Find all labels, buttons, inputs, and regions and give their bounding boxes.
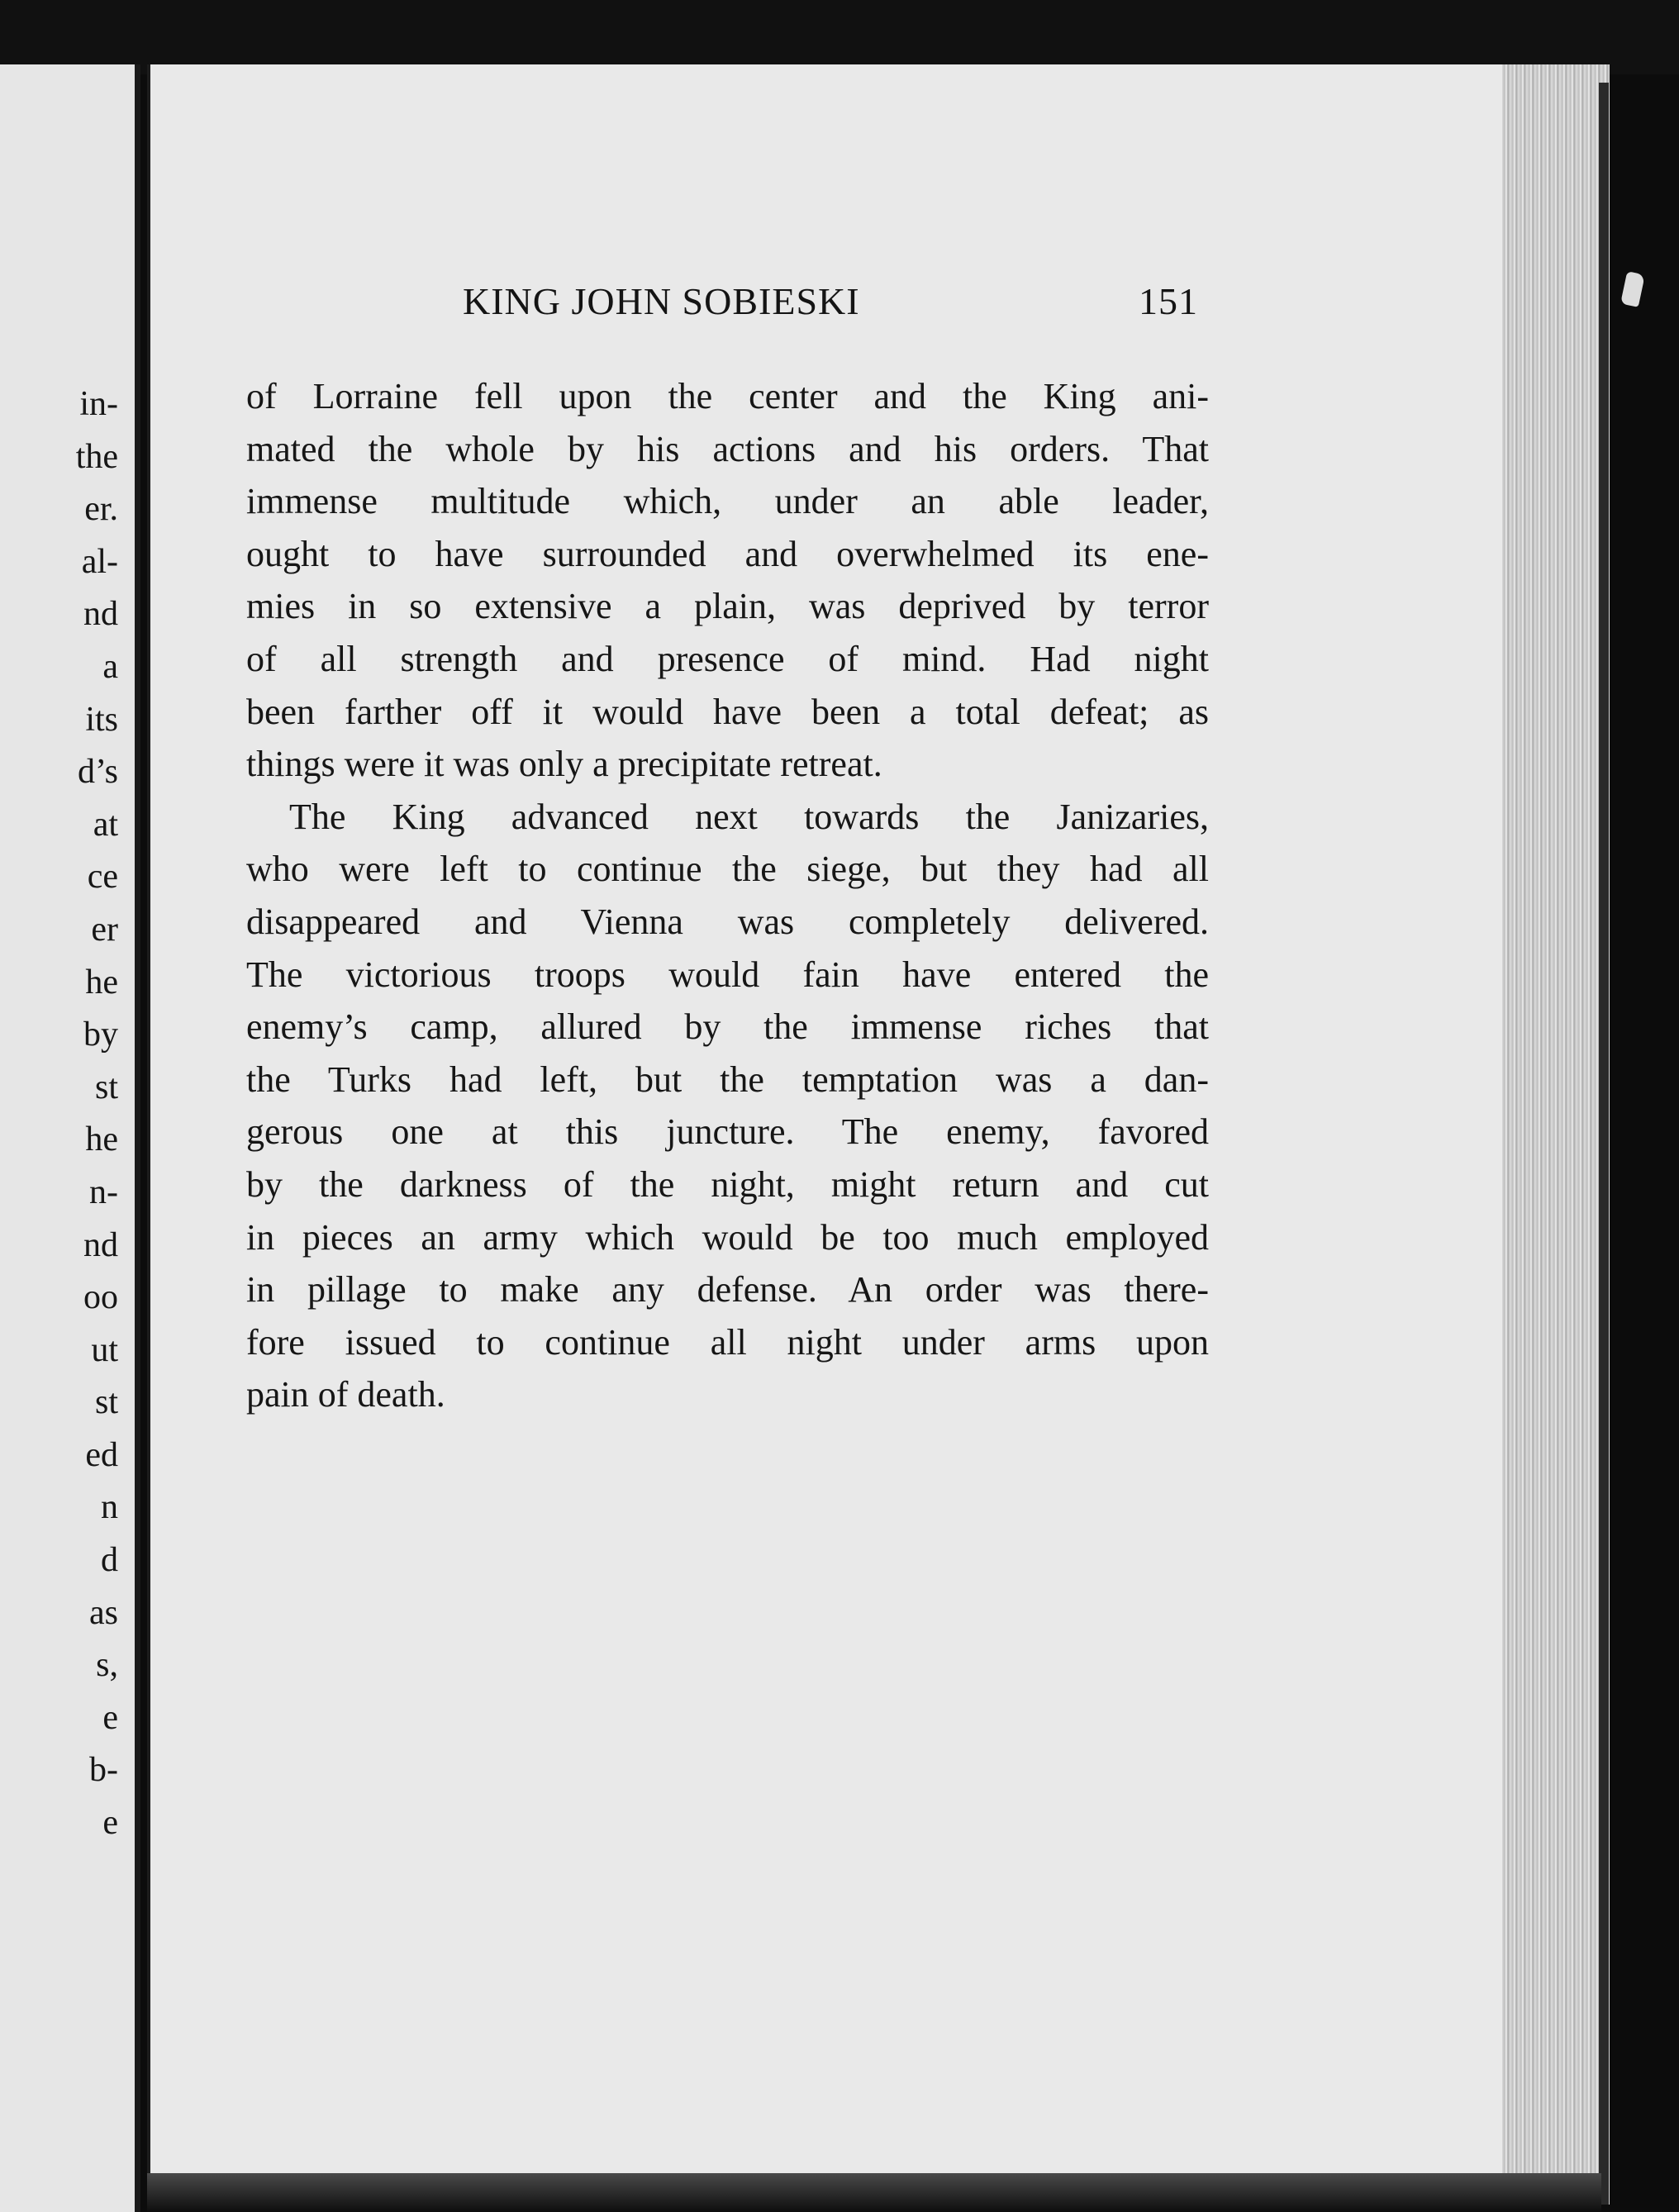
- text-line: enemy’s camp, allured by the immense riches that: [246, 1006, 1209, 1048]
- text-line: who were left to continue the siege, but they had all: [246, 849, 1209, 890]
- line-fragment: n: [101, 1488, 118, 1527]
- text-line: ought to have surrounded and overwhelmed its ene-: [246, 533, 1209, 574]
- line-fragment: he: [85, 963, 118, 1001]
- line-fragment: at: [93, 805, 118, 844]
- paragraph-2: [246, 791, 1209, 1421]
- text-line: pain of death.: [246, 1374, 445, 1415]
- line-fragment: oo: [83, 1278, 118, 1317]
- line-fragment: e: [102, 1698, 118, 1737]
- line-fragment: the: [75, 437, 118, 476]
- line-fragment: s,: [96, 1646, 118, 1685]
- line-fragment: er: [91, 910, 118, 949]
- line-fragment: a: [102, 647, 118, 686]
- line-fragment: b-: [89, 1751, 118, 1790]
- text-line: mies in so extensive a plain, was deprived by terror: [246, 586, 1209, 627]
- text-line: by the darkness of the night, might return and cut: [246, 1163, 1209, 1205]
- line-fragment: he: [85, 1120, 118, 1159]
- text-line: the Turks had left, but the temptation was a dan-: [246, 1058, 1209, 1100]
- text-line: things were it was only a precipitate retreat.: [246, 744, 882, 785]
- scan-top-border: [0, 0, 1679, 74]
- previous-page-fragment: [0, 64, 140, 2212]
- line-fragment: d’s: [77, 753, 118, 792]
- text-line: immense multitude which, under an able leader,: [246, 481, 1209, 522]
- line-fragment: by: [83, 1016, 118, 1054]
- line-fragment: al-: [81, 542, 118, 581]
- line-fragment: ut: [91, 1330, 118, 1369]
- body-text: [246, 370, 1209, 1421]
- line-fragment: d: [101, 1541, 118, 1580]
- text-line: of all strength and presence of mind. Had night: [246, 638, 1209, 679]
- line-fragment: in-: [79, 385, 118, 423]
- line-fragment: nd: [83, 595, 118, 634]
- line-fragment: ce: [87, 858, 118, 897]
- text-line: of Lorraine fell upon the center and the King ani-: [246, 376, 1209, 416]
- text-line: fore issued to continue all night under arms upon: [246, 1321, 1209, 1363]
- scan-bottom-shadow: [147, 2173, 1601, 2212]
- text-line: The victorious troops would fain have entered the: [246, 954, 1209, 995]
- running-title: KING JOHN SOBIESKI: [463, 280, 860, 322]
- text-line: disappeared and Vienna was completely delivered.: [246, 901, 1209, 942]
- line-fragment: er.: [84, 490, 118, 529]
- line-fragment: e: [102, 1804, 118, 1843]
- text-line: gerous one at this juncture. The enemy, favored: [246, 1111, 1209, 1153]
- page-edge-stack: [1502, 64, 1610, 2205]
- page-number: 151: [1139, 280, 1198, 322]
- line-fragment: nd: [83, 1225, 118, 1264]
- text-line: been farther off it would have been a total defeat; as: [246, 691, 1209, 732]
- line-fragment: n-: [89, 1173, 118, 1211]
- line-fragment: its: [85, 700, 118, 739]
- line-fragment: st: [94, 1068, 118, 1106]
- text-line: in pillage to make any defense. An order was there-: [246, 1269, 1209, 1311]
- line-fragment: as: [89, 1593, 118, 1632]
- line-fragment: st: [94, 1383, 118, 1422]
- line-fragment: ed: [85, 1435, 118, 1474]
- book-cover-edge: [1599, 83, 1609, 2205]
- text-line: in pieces an army which would be too much employed: [246, 1216, 1209, 1258]
- paper-tab-mark: [1620, 271, 1645, 307]
- previous-page-line-ends: [0, 378, 118, 1850]
- paragraph-1: [246, 370, 1209, 791]
- running-head: [463, 279, 1198, 329]
- text-line: mated the whole by his actions and his orders. That: [246, 428, 1209, 469]
- text-line: The King advanced next towards the Janizaries,: [289, 796, 1209, 837]
